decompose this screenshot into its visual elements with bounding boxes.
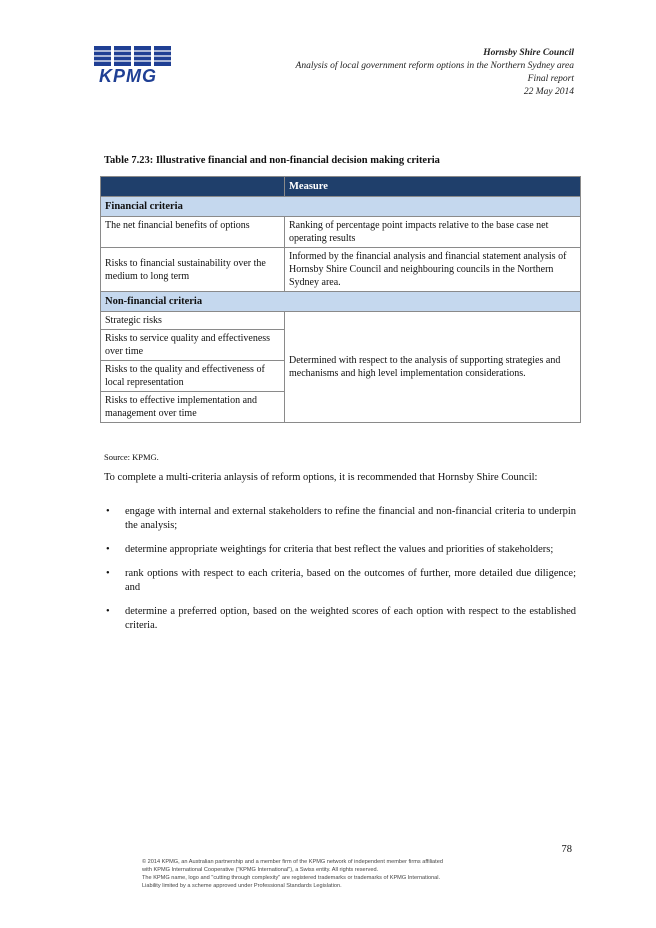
intro-paragraph: To complete a multi-criteria anlaysis of reform options, it is recommended that Hornsby Shire Council:: [104, 472, 538, 483]
footer-line: © 2014 KPMG, an Australian partnership and a member firm of the KPMG network of independent member firms affiliated: [142, 859, 443, 865]
list-item: [104, 543, 576, 557]
list-item: [104, 505, 576, 533]
kpmg-logo: [88, 46, 172, 84]
list-item-text: engage with internal and external stakeholders to refine the financial and non-financial criteria to underpin the analysis;: [125, 506, 576, 531]
criterion-cell: Strategic risks: [101, 312, 285, 330]
footer-legal: [142, 858, 443, 890]
list-item-text: determine a preferred option, based on the weighted scores of each option with respect to the established criteria.: [125, 606, 576, 631]
footer-line: with KPMG International Cooperative ("KPMG International"), a Swiss entity. All rights reserved.: [142, 867, 379, 873]
kpmg-logo-graphic: [88, 46, 172, 84]
bullet-icon: •: [106, 568, 110, 579]
bullet-icon: •: [106, 506, 110, 517]
criterion-cell: The net financial benefits of options: [101, 217, 285, 248]
criterion-cell: Risks to the quality and effectiveness of local representation: [101, 361, 285, 392]
table-header-measure: Measure: [285, 177, 581, 197]
criterion-cell: Risks to financial sustainability over the medium to long term: [101, 248, 285, 292]
criterion-cell: Risks to service quality and effectiveness over time: [101, 330, 285, 361]
measure-cell: Ranking of percentage point impacts relative to the base case net operating results: [285, 217, 581, 248]
recommendations-list: [104, 505, 576, 643]
table-row: [101, 312, 581, 330]
financial-section-row: [101, 197, 581, 217]
bullet-icon: •: [106, 544, 110, 555]
list-item: [104, 567, 576, 595]
table-header-row: [101, 177, 581, 197]
header-date: 22 May 2014: [523, 87, 574, 97]
financial-section-label: Financial criteria: [101, 197, 581, 217]
list-item-text: determine appropriate weightings for criteria that best reflect the values and priorities of stakeholders;: [125, 544, 554, 555]
header-subtitle: Analysis of local government reform options in the Northern Sydney area: [295, 61, 574, 71]
measure-cell: Informed by the financial analysis and financial statement analysis of Hornsby Shire Council and neighbouring councils in the Northern Sydney area.: [285, 248, 581, 292]
table-row: [101, 217, 581, 248]
header-organisation: Hornsby Shire Council: [483, 48, 574, 58]
list-item: [104, 605, 576, 633]
nonfinancial-section-label: Non-financial criteria: [101, 292, 581, 312]
bullet-icon: •: [106, 606, 110, 617]
footer-line: Liability limited by a scheme approved under Professional Standards Legislation.: [142, 883, 342, 889]
table-row: [101, 248, 581, 292]
nonfinancial-section-row: [101, 292, 581, 312]
page-number: 78: [561, 844, 572, 855]
footer-line: The KPMG name, logo and "cutting through complexity" are registered trademarks or trademarks of KPMG International.: [142, 875, 441, 881]
nonfinancial-measure-cell: Determined with respect to the analysis of supporting strategies and mechanisms and high level implementation considerations.: [285, 312, 581, 423]
table-header-blank: [101, 177, 285, 197]
table-title: Table 7.23: Illustrative financial and non-financial decision making criteria: [104, 155, 440, 166]
kpmg-logo-wordmark: KPMG: [99, 66, 157, 84]
header-report-type: Final report: [527, 74, 574, 84]
list-item-text: rank options with respect to each criteria, based on the outcomes of further, more detailed due diligence; and: [125, 568, 576, 593]
criterion-cell: Risks to effective implementation and management over time: [101, 392, 285, 423]
table-source: Source: KPMG.: [104, 452, 159, 462]
document-header: [296, 47, 574, 99]
criteria-table: [100, 176, 581, 423]
